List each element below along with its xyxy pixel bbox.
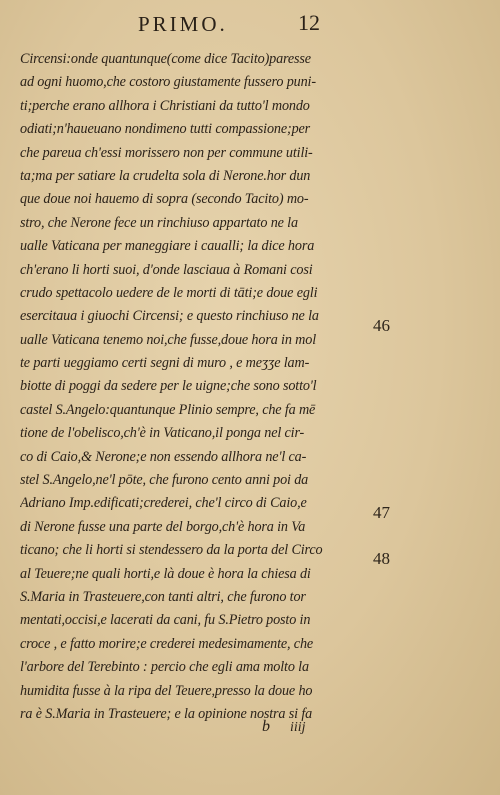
text-line: che pareua ch'essi morissero non per commune utili- <box>20 144 313 161</box>
text-line: ra è S.Maria in Trasteuere; e la opinione nostra si fa <box>20 705 313 722</box>
text-line: Adriano Imp.edificati;crederei, che'l circo di Caio,e <box>20 495 307 512</box>
text-line: que doue noi hauemo di sopra (secondo Tacito) mo- <box>20 191 309 208</box>
folio-number: 12 <box>298 10 320 35</box>
signature-mark: b <box>262 718 270 735</box>
text-line: odiati;n'haueuano nondimeno tutti compassione;per <box>20 121 311 138</box>
margin-note-47: 47 <box>373 503 390 522</box>
text-line: tione de l'obelisco,ch'è in Vaticano,il ponga nel cir- <box>20 425 305 442</box>
text-line: crudo spettacolo uedere de le morti di tāti;e doue egli <box>20 284 318 301</box>
text-line: humidita fusse à la ripa del Teuere,presso la doue ho <box>20 682 313 699</box>
margin-note-48: 48 <box>373 549 390 568</box>
text-line: co di Caio,& Nerone;e non essendo allhora ne'l ca- <box>20 448 307 465</box>
text-line: castel S.Angelo:quantunque Plinio sempre, che fa mē <box>20 401 316 418</box>
text-line: di Nerone fusse una parte del borgo,ch'è hora in Va <box>20 518 306 535</box>
text-line: stel S.Angelo,ne'l pōte, che furono cento anni poi da <box>20 472 309 489</box>
text-line: ticano; che li horti si stendessero da la porta del Circo <box>20 542 323 559</box>
body-text <box>20 48 372 726</box>
text-line: Circensi:onde quantunque(come dice Tacito)paresse <box>20 51 311 67</box>
running-head: PRIMO. <box>138 12 228 36</box>
text-line: ad ogni huomo,che costoro giustamente fussero puni- <box>20 74 316 91</box>
page-header <box>0 6 500 40</box>
text-line: ch'erano li horti suoi, d'onde lasciaua à Romani cosi <box>20 261 313 278</box>
text-line: ta;ma per satiare la crudelta sola di Nerone.hor dun <box>20 167 311 184</box>
text-line: S.Maria in Trasteuere,con tanti altri, che furono tor <box>20 588 306 605</box>
signature-number: iiij <box>290 720 306 735</box>
text-line: mentati,occisi,e lacerati da cani, fu S.Pietro posto in <box>20 612 311 629</box>
text-line: stro, che Nerone fece un rinchiuso appartato ne la <box>20 214 298 231</box>
page-footer <box>0 718 500 744</box>
text-line: te parti ueggiamo certi segni di muro , e meʒʒe lam- <box>20 355 310 372</box>
margin-note-46: 46 <box>373 316 390 335</box>
text-line: biotte di poggi da sedere per le uigne;che sono sotto'l <box>20 378 317 395</box>
text-line: ualle Vaticana per maneggiare i caualli; la dice hora <box>20 238 315 255</box>
text-line: ti;perche erano allhora i Christiani da tutto'l mondo <box>20 97 310 114</box>
text-line: al Teuere;ne quali horti,e là doue è hora la chiesa di <box>20 565 311 582</box>
text-line: ualle Vaticana tenemo noi,che fusse,doue hora in mol <box>20 331 316 348</box>
text-line: l'arbore del Terebinto : percio che egli ama molto la <box>20 659 309 676</box>
text-line: esercitaua i giuochi Circensi; e questo rinchiuso ne la <box>20 308 319 325</box>
text-line: croce , e fatto morire;e crederei medesimamente, che <box>20 635 314 652</box>
